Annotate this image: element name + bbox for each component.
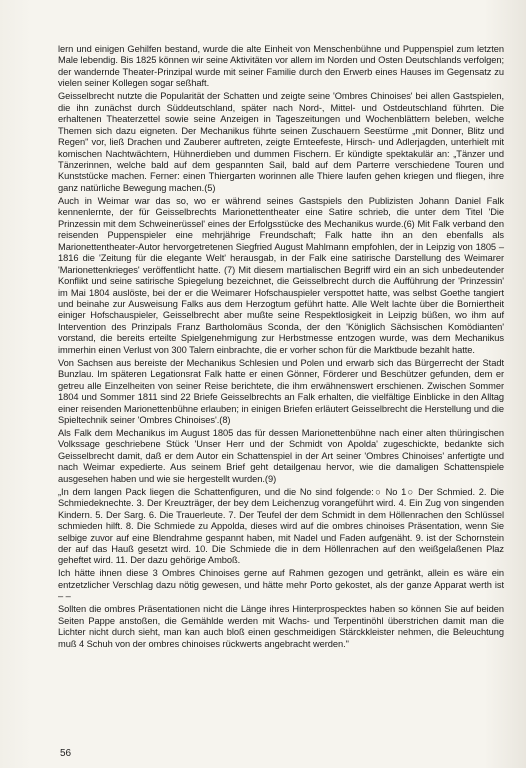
paragraph: Geisselbrecht nutzte die Popularität der Schatten und zeigte seine 'Ombres Chinoises' bei allen Gastspielen, die ihn zunächst durch Süddeutschland, später nach Nord-, Mittel- und Ostdeutschland führten. Die erhaltenen Theaterzettel sowie seine Anzeigen in Tageszeitungen und Wochenblättern beleben, welche Themen sich dazu eigneten. Der Mechanikus führte seinen Zuschauern Seestürme „mit Donner, Blitz und Regen" vor, ließ Drachen und Zauberer auftreten, zeigte Ernteefeste, Hirsch- und Adlerjagden, unterhielt mit komischen Nachtwächtern, Hühnerdieben und dummen Fischern. Er kündigte spektakulär an: „Tänzer und Tänzerinnen, welche bald auf dem gespannten Sail, bald auf dem Parterre verschiedene Touren und Kunststücke machen. Ferner: einen Thiergarten worinnen alle Thiere laufen gehen kriegen und fliegen, ihre ganz natürliche Bewegung machen.(5) [58,91,504,193]
paragraph: Von Sachsen aus bereiste der Mechanikus Schlesien und Polen und erwarb sich das Bürgerrecht der Stadt Bunzlau. Im späteren Legationsrat Falk hatte er einen Gönner, Förderer und Beschützer gefunden, dem er getreu alle Einzelheiten von seiner Reise berichtete, die ihm erwähnenswert erschienen. Zwischen Sommer 1804 und Sommer 1811 sind 22 Briefe Geisselbrechts an Falk erhalten, die vielfältige Einblicke in den Alltag einer reisenden Marionettenbühne erlauben; in einigen Briefen erläutert Geisselbrecht die Herstellung und die Spieltechnik seiner 'Ombres Chinoises'.(8) [58,357,504,425]
quote-paragraph: Sollten die ombres Präsentationen nicht die Länge ihres Hinterprospecktes haben so können Sie auf beiden Seiten Pappe anstoßen, die Gemählde werden mit Wachs- und Terpentinöhl überstrichen damit man die Lichter nicht durch sieht, man kan auch bloß einen geschmeidigen Stärckkleister nehmen, die Beleuchtung muß 4 Schuh von der ombres chinoises rückwerts angebracht werden." [58,604,504,649]
quote-paragraph: „In dem langen Pack liegen die Schattenfiguren, und die No sind folgende:○ No 1○ Der Schmied. 2. Die Schmiedeknechte. 3. Der Kreuzträger, der bey dem Leichenzug vorangeführt wird. 4. Ein Zug von singenden Kindern. 5. Der Sarg. 6. Die Trauerleute. 7. Der Teufel der dem Schmidt in dem Höllenrachen den Schlüssel schmieden hilft. 8. Die Schmiede zu Appolda, dieses wird auf die ombres chinoises Präsentation, wenn Sie selbige zuvor auf eine Blendrahme gespannt haben, mit Nadel und Faden aufgenäht. 9. ist der Schornstein der auf das Hauß gesetzt wird. 10. Die Schmiede die in dem Höllenrachen auf den weißgelaßenen Plaz geheftet wird. 11. Der dazu gehörige Amboß. [58,486,504,566]
paragraph: Auch in Weimar war das so, wo er während seines Gastspiels den Publizisten Johann Daniel Falk kennenlernte, der für Geisselbrechts Marionettentheater eine Satire schrieb, die unter dem Titel 'Die Prinzessin mit dem Schweinerüssel' eines der Erfolgsstücke des Mechanikus wurde.(6) Mit Falk verband den reisenden Puppenspieler eine mehrjährige Freundschaft; Falk hatte ihn an den ebenfalls als Marionettentheater-Autor hervorgetretenen Siegfried August Mahlmann empfohlen, der in Leipzig von 1805 – 1816 die 'Zeitung für die elegante Welt' herausgab, in der Falk eine satirische Darstellung des Weimarer 'Marionettenkrieges' veröffentlicht hatte. (7) Mit diesem martialischen Begriff wird ein an sich unbedeutender Konflikt und seine satirische Spiegelung bezeichnet, die Geisselbrecht durch die Aufführung der 'Prinzessin' im Mai 1804 auslöste, bei der er die Weimarer Hofschauspieler verspottet hatte, was selbst Goethe tangiert und beinahe zur Ausweisung Falks aus dem Herzogtum geführt hatte. Alle Welt lachte über die Borniertheit einiger Hofschauspieler, Geisselbrecht aber mußte seine Respektlosigkeit in Leipzig büßen, wo ihm auf Intervention des Prinzipals Franz Bartholomäus Sconda, der den 'Königlich Sächsischen Komödianten' vorstand, die bereits erteilte Spielgenehmigung zur Herbstmesse entzogen wurde, was dem Mechanikus immerhin einen Verlust von 300 Talern einbrachte, die er vorher schon für die Marktbude bezahlt hatte. [58,195,504,355]
body-text [58,44,504,652]
paragraph: Als Falk dem Mechanikus im August 1805 das für dessen Marionettenbühne nach einer alten thüringischen Volkssage geschriebene Stück 'Unser Herr und der Schmidt von Apolda' zugeschickte, bedankte sich Geisselbrecht damit, daß er dem Autor ein Schattenspiel in der Art seiner 'Ombres Chinoises' anfertigte und nach Weimar expedierte. Aus seinem Brief geht detailgenau hervor, wie die damaligen Schattenspiele ausgesehen haben und wie sie hergestellt wurden.(9) [58,427,504,484]
page-number: 56 [60,748,72,759]
paragraph: lern und einigen Gehilfen bestand, wurde die alte Einheit von Menschenbühne und Puppenspiel zum letzten Male lebendig. Bis 1825 können wir seine Aktivitäten vor allem im Norden und Osten Deutschlands verfolgen; der wandernde Theater-Prinzipal wurde mit seiner Familie durch den Erwerb eines Hauses im Gegensatz zu vielen seiner Kollegen sogar seßhaft. [58,44,504,89]
quote-paragraph: Ich hätte ihnen diese 3 Ombres Chinoises gerne auf Rahmen gezogen und getränkt, allein es wäre ein entzetzlicher Verschlag dazu nötig gewesen, und hätte mehr Porto gekostet, als der ganze Apparat werth ist – – [58,568,504,602]
